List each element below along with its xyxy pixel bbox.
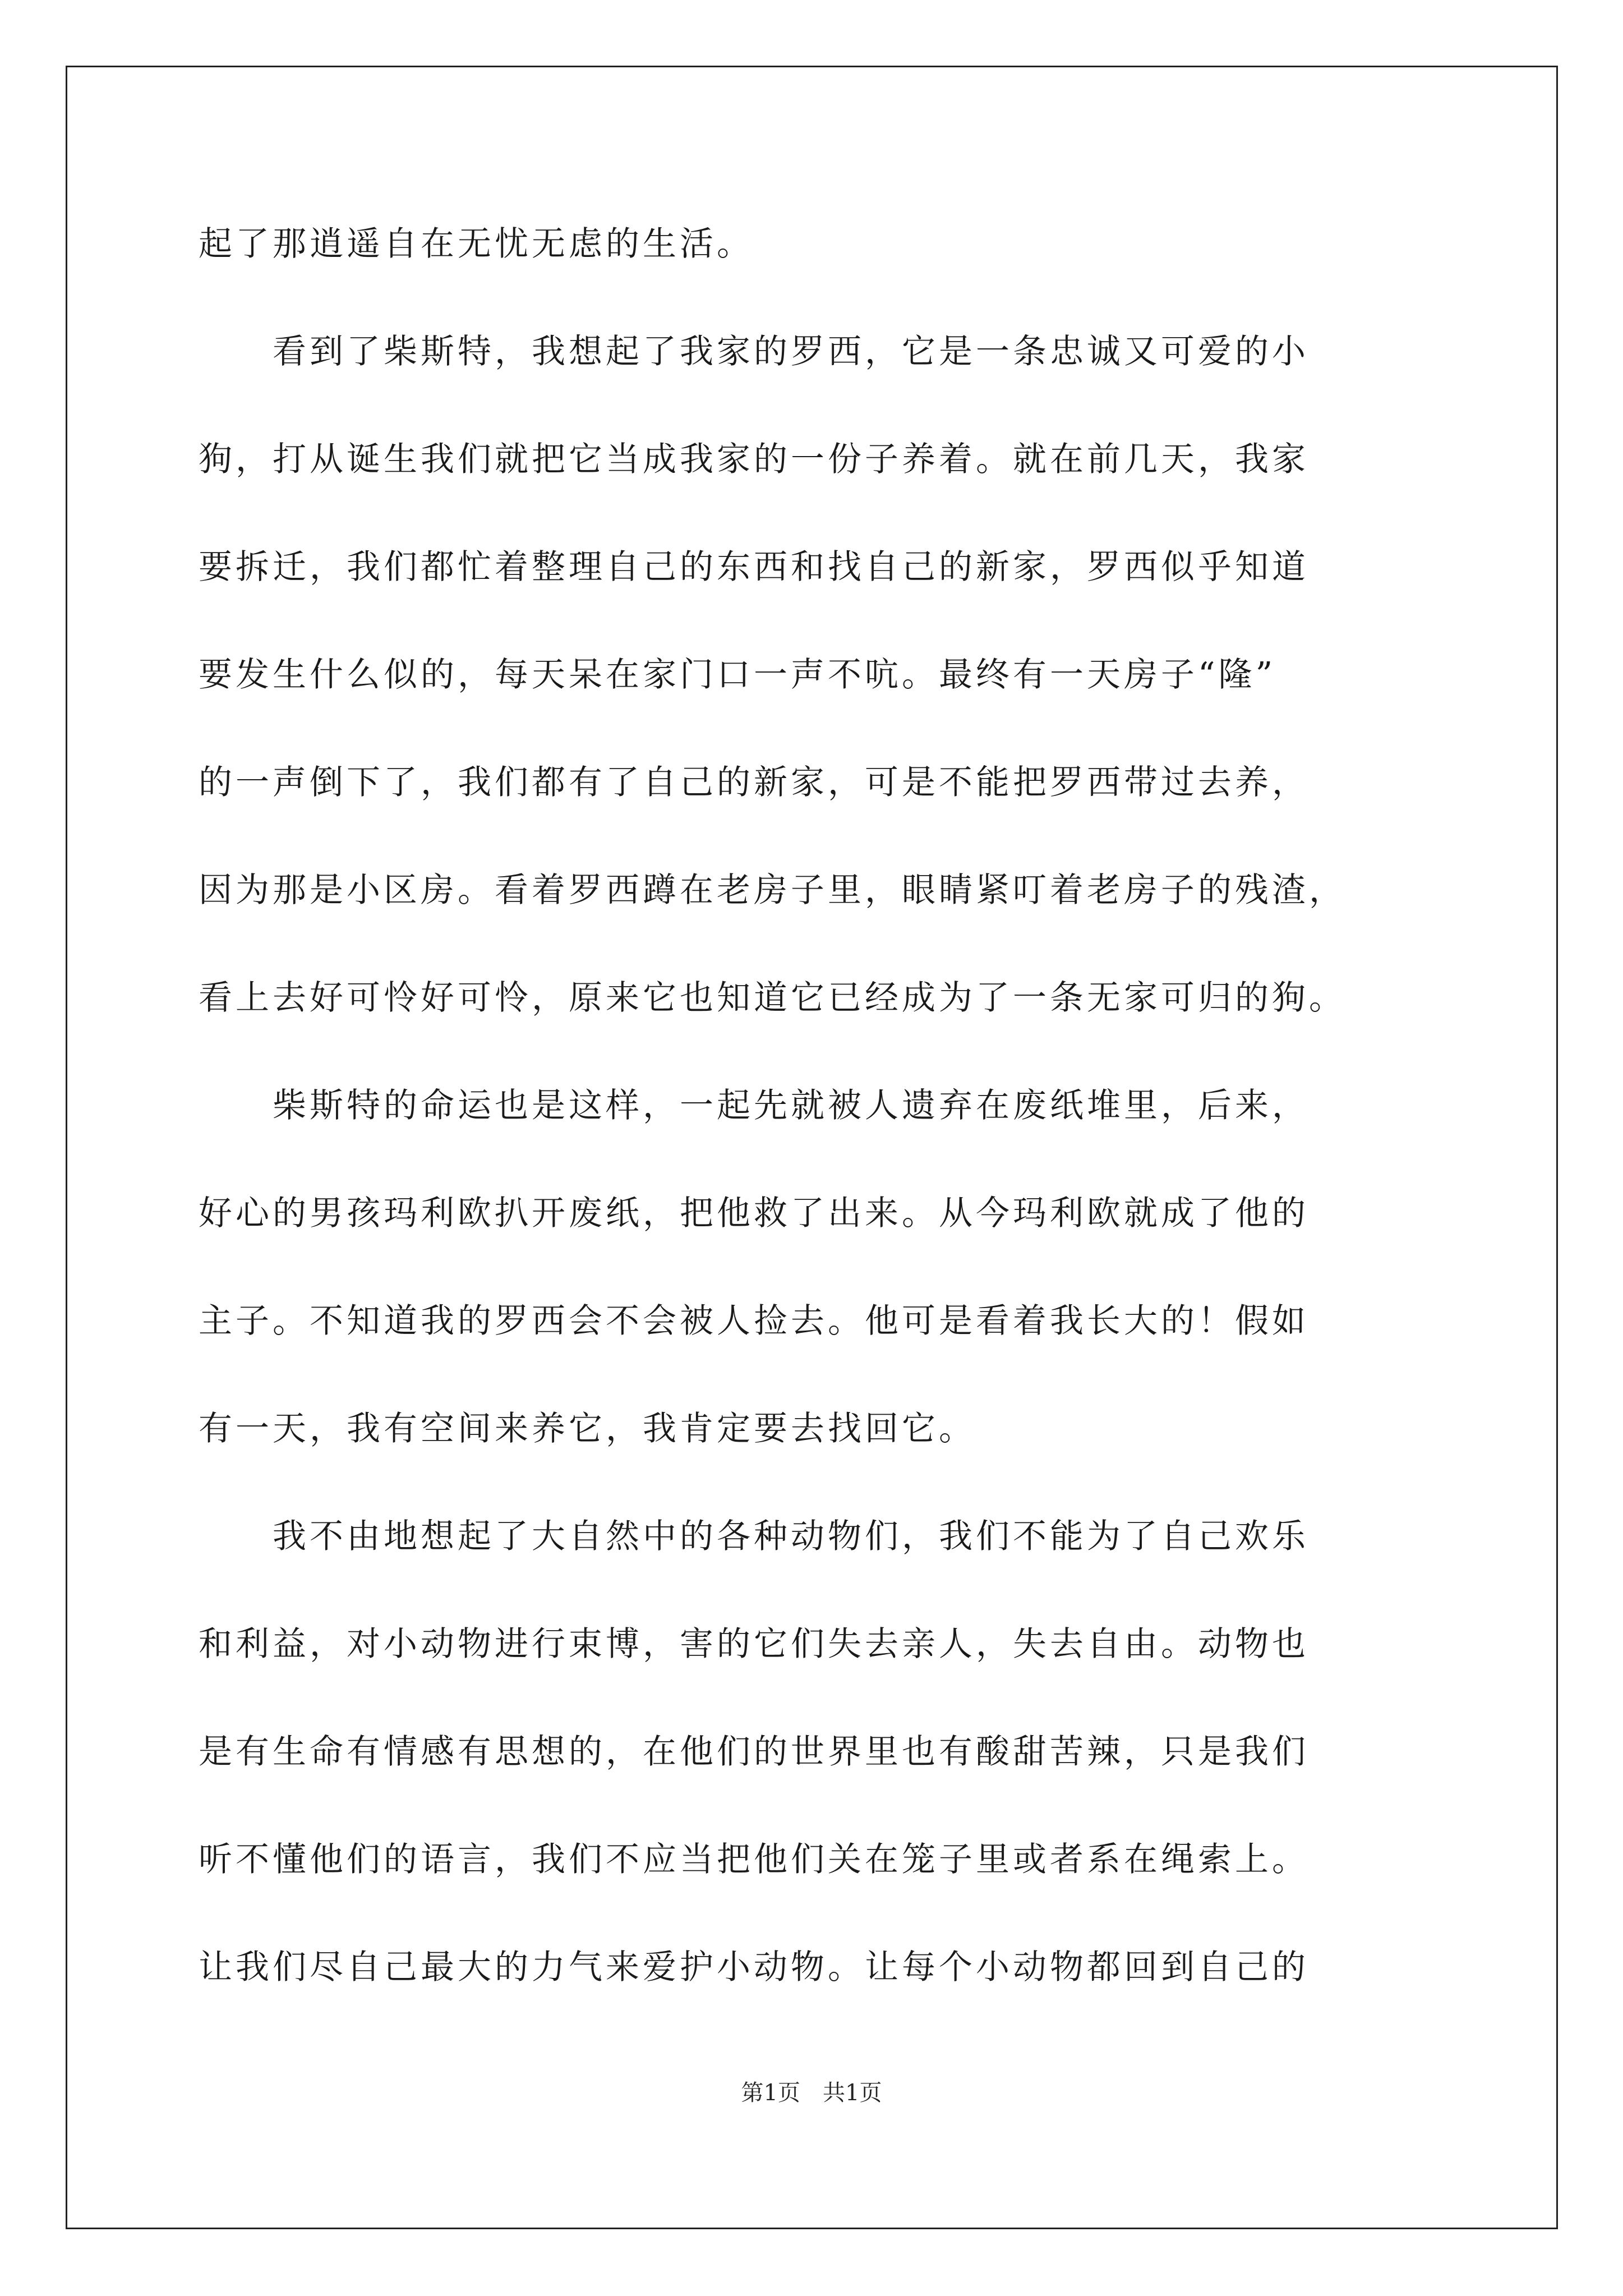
page-border xyxy=(66,66,1558,2229)
text-line: 听不懂他们的语言，我们不应当把他们关在笼子里或者系在绳索上。 xyxy=(199,1840,1309,1879)
text-line: 有一天，我有空间来养它，我肯定要去找回它。 xyxy=(199,1409,976,1448)
text-line: 要发生什么似的，每天呆在家门口一声不吭。最终有一天房子“隆” xyxy=(199,655,1276,694)
text-line: 看上去好可怜好可怜，原来它也知道它已经成为了一条无家可归的狗。 xyxy=(199,978,1346,1018)
text-line: 让我们尽自己最大的力气来爱护小动物。让每个小动物都回到自己的 xyxy=(199,1948,1309,1987)
text-line: 狗，打从诞生我们就把它当成我家的一份子养着。就在前几天，我家 xyxy=(199,440,1309,479)
text-line: 好心的男孩玛利欧扒开废纸，把他救了出来。从今玛利欧就成了他的 xyxy=(199,1194,1309,1233)
text-line: 我不由地想起了大自然中的各种动物们，我们不能为了自己欢乐 xyxy=(199,1517,1309,1556)
text-line: 和利益，对小动物进行束博，害的它们失去亲人，失去自由。动物也 xyxy=(199,1625,1309,1664)
page-number-footer: 第1页 共1页 xyxy=(741,2080,882,2106)
text-line: 因为那是小区房。看着罗西蹲在老房子里，眼睛紧叮着老房子的残渣， xyxy=(199,871,1346,910)
text-line: 柴斯特的命运也是这样，一起先就被人遗弃在废纸堆里，后来， xyxy=(199,1086,1309,1125)
text-line: 看到了柴斯特，我想起了我家的罗西，它是一条忠诚又可爱的小 xyxy=(199,332,1309,371)
text-line: 的一声倒下了，我们都有了自己的新家，可是不能把罗西带过去养， xyxy=(199,763,1309,802)
text-line: 主子。不知道我的罗西会不会被人捡去。他可是看着我长大的！假如 xyxy=(199,1301,1309,1341)
text-line: 要拆迁，我们都忙着整理自己的东西和找自己的新家，罗西似乎知道 xyxy=(199,547,1309,587)
text-line: 是有生命有情感有思想的，在他们的世界里也有酸甜苦辣，只是我们 xyxy=(199,1732,1309,1772)
text-line: 起了那逍遥自在无忧无虑的生活。 xyxy=(199,224,754,264)
